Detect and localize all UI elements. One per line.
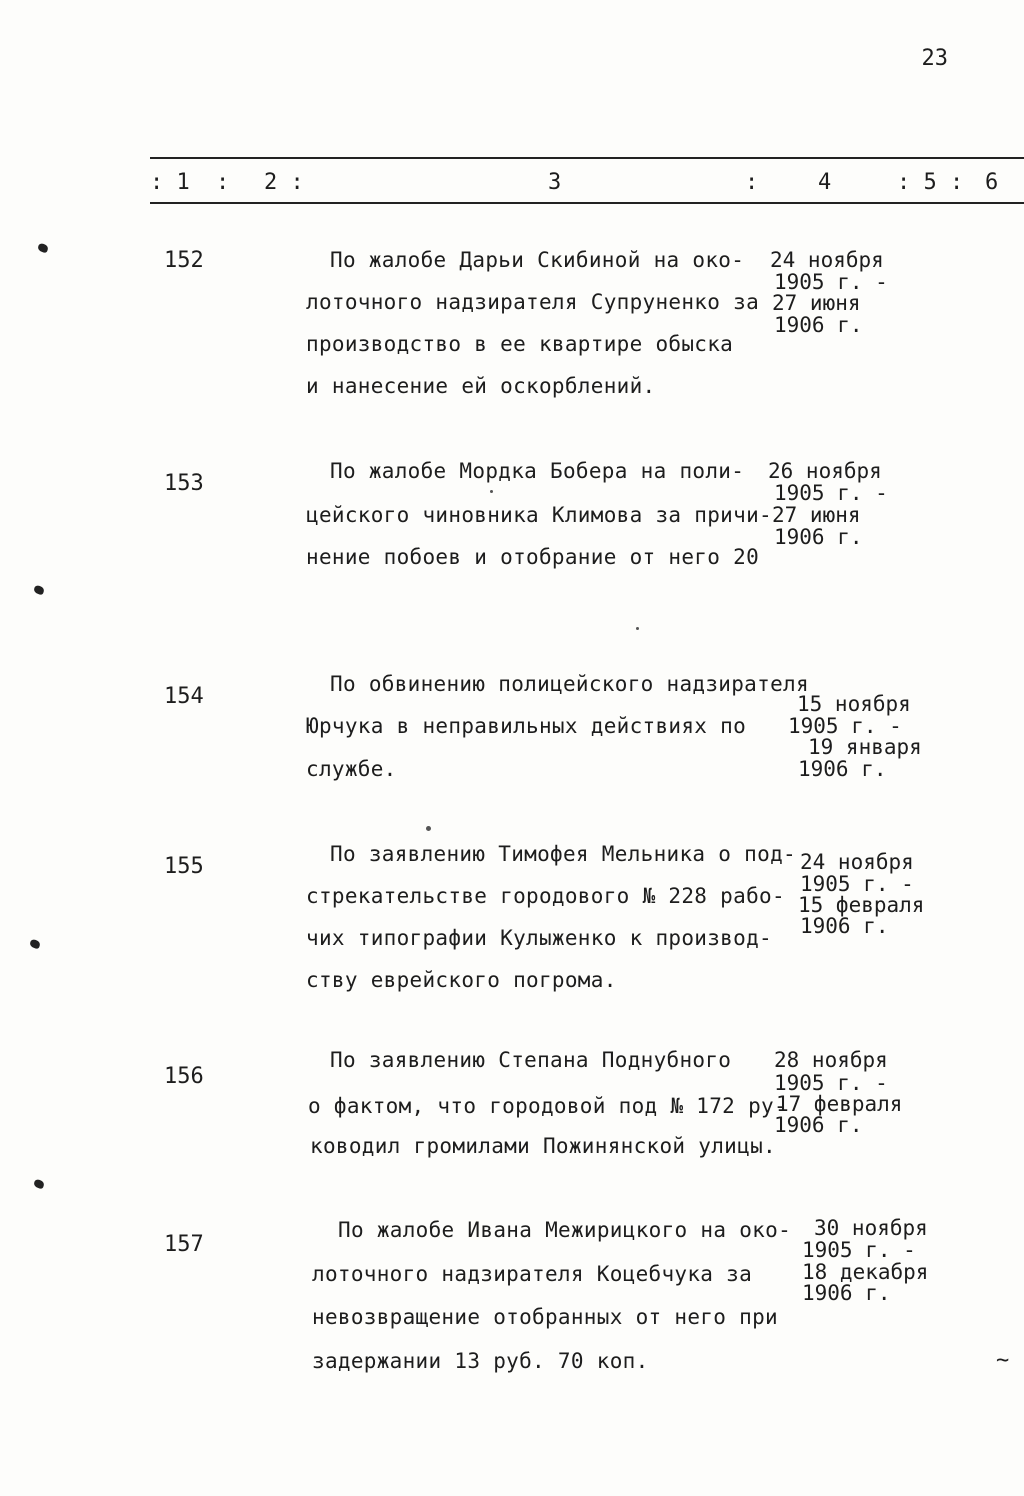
binding-hole-mark — [37, 243, 49, 254]
date-line: 1905 г. - — [800, 872, 914, 896]
entry-number: 153 — [164, 471, 204, 496]
description-line: нение побоев и отобрание от него 20 — [306, 545, 760, 569]
entry-number: 155 — [164, 854, 204, 879]
date-line: 30 ноября — [814, 1216, 928, 1240]
description-line: цейского чиновника Климова за причи- — [306, 503, 772, 527]
description-line: ству еврейского погрома. — [306, 968, 617, 992]
date-line: 1906 г. — [774, 313, 863, 337]
description-line: чих типографии Кулыженко к производ- — [306, 926, 772, 950]
description-line: ководил громилами Пожинянской улицы. — [310, 1134, 776, 1158]
date-line: 19 января — [808, 735, 922, 759]
description-line: По заявлению Тимофея Мельника о под- — [330, 842, 796, 866]
binding-hole-mark — [29, 939, 41, 950]
date-line: 1905 г. - — [774, 481, 888, 505]
date-line: 15 февраля — [798, 893, 925, 917]
date-line: 27 июня — [772, 503, 861, 527]
description-line: По жалобе Мордка Бобера на поли- — [330, 459, 745, 483]
description-line: Юрчука в неправильных действиях по — [306, 714, 747, 738]
entry-number: 154 — [164, 684, 204, 709]
date-line: 1905 г. - — [788, 714, 902, 738]
edge-tick-mark: ~ — [996, 1348, 1010, 1373]
column-header-6: 6 — [985, 170, 999, 195]
ink-dot — [636, 627, 639, 630]
column-header-3-separator: : — [745, 170, 759, 195]
header-rule-bottom — [150, 202, 1024, 204]
date-line: 17 февраля — [776, 1092, 903, 1116]
description-line: стрекательстве городового № 228 рабо- — [306, 884, 785, 908]
description-line: По заявлению Степана Поднубного — [330, 1048, 732, 1072]
date-line: 26 ноября — [768, 459, 882, 483]
date-line: 1906 г. — [802, 1281, 891, 1305]
column-header-1: : 1 — [150, 170, 190, 195]
page-number: 23 — [921, 46, 948, 71]
ink-dot — [490, 490, 493, 493]
date-line: 24 ноября — [800, 850, 914, 874]
entry-number: 152 — [164, 248, 204, 273]
column-header-5: : 5 : — [897, 170, 964, 195]
description-line: невозвращение отобранных от него при — [312, 1305, 778, 1329]
header-rule-top — [150, 157, 1024, 159]
entry-number: 156 — [164, 1064, 204, 1089]
binding-hole-mark — [33, 585, 45, 596]
date-line: 1905 г. - — [774, 270, 888, 294]
date-line: 1906 г. — [798, 757, 887, 781]
description-line: службе. — [306, 757, 397, 781]
date-line: 1905 г. - — [802, 1238, 916, 1262]
date-line: 1905 г. - — [774, 1071, 888, 1095]
date-line: 24 ноября — [770, 248, 884, 272]
description-line: о фактом, что городовой под № 172 ру- — [308, 1094, 787, 1118]
binding-hole-mark — [33, 1179, 45, 1190]
column-header-3: 3 — [548, 170, 562, 195]
description-line: По жалобе Ивана Межирицкого на око- — [338, 1218, 792, 1242]
description-line: лоточного надзирателя Коцебчука за — [312, 1262, 753, 1286]
column-header-4: 4 — [818, 170, 832, 195]
date-line: 18 декабря — [802, 1260, 929, 1284]
ink-dot — [426, 826, 431, 831]
column-header-1-separator: : — [216, 170, 230, 195]
date-line: 1906 г. — [774, 525, 863, 549]
date-line: 28 ноября — [774, 1048, 888, 1072]
date-line: 15 ноября — [797, 692, 911, 716]
description-line: лоточного надзирателя Супруненко за — [306, 290, 760, 314]
column-header-2: 2 : — [264, 170, 304, 195]
date-line: 1906 г. — [800, 914, 889, 938]
entry-number: 157 — [164, 1232, 204, 1257]
description-line: По обвинению полицейского надзирателя — [330, 672, 809, 696]
description-line: По жалобе Дарьи Скибиной на око- — [330, 248, 745, 272]
description-line: и нанесение ей оскорблений. — [306, 374, 656, 398]
date-line: 27 июня — [772, 291, 861, 315]
date-line: 1906 г. — [774, 1113, 863, 1137]
description-line: производство в ее квартире обыска — [306, 332, 734, 356]
description-line: задержании 13 руб. 70 коп. — [312, 1349, 649, 1373]
